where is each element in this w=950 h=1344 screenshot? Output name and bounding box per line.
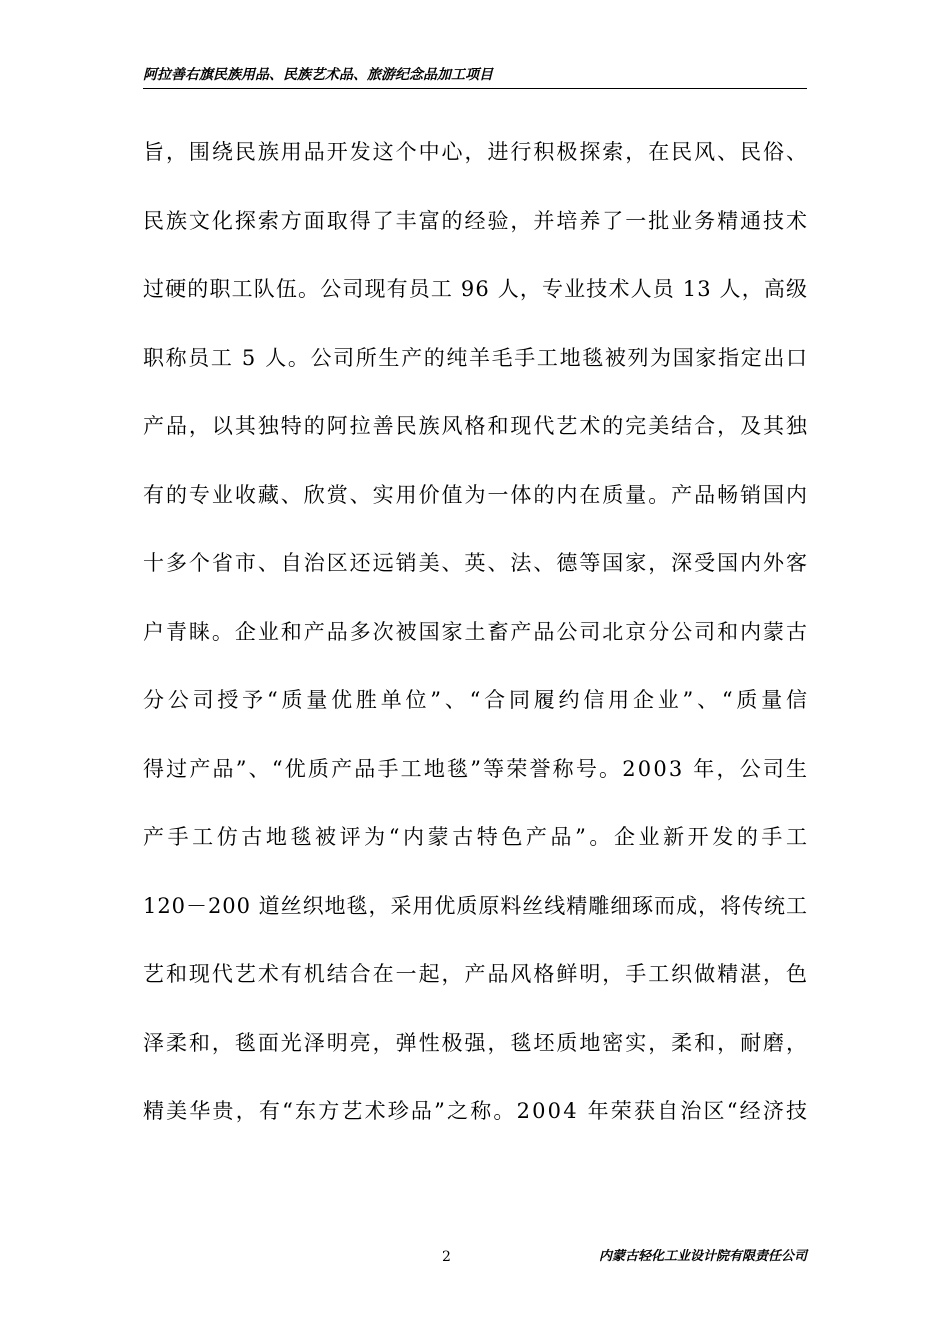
text-line: 产手工仿古地毯被评为“内蒙古特色产品”。企业新开发的手工 — [143, 825, 811, 849]
text-line: 十多个省市、自治区还远销美、英、法、德等国家，深受国内外客 — [143, 551, 809, 575]
body-text — [143, 132, 811, 1160]
text-line: 有的专业收藏、欣赏、实用价值为一体的内在质量。产品畅销国内 — [143, 482, 809, 507]
text-line: 艺和现代艺术有机结合在一起，产品风格鲜明，手工织做精湛，色 — [143, 962, 809, 986]
text-line: 泽柔和，毯面光泽明亮，弹性极强，毯坯质地密实，柔和，耐磨， — [143, 1030, 809, 1055]
text-line: 过硬的职工队伍。公司现有员工 96 人，专业技术人员 13 人，高级 — [143, 277, 809, 301]
text-line: 旨，围绕民族用品开发这个中心，进行积极探索，在民风、民俗、 — [143, 140, 809, 164]
text-line: 职称员工 5 人。公司所生产的纯羊毛手工地毯被列为国家指定出口 — [143, 345, 809, 370]
text-line: 精美华贵，有“东方艺术珍品”之称。2004 年荣获自治区“经济技 — [143, 1099, 810, 1123]
text-line: 户青睐。企业和产品多次被国家土畜产品公司北京分公司和内蒙古 — [143, 619, 809, 644]
header-title: 阿拉善右旗民族用品、民族艺术品、旅游纪念品加工项目 — [143, 67, 493, 83]
text-line: 120－200 道丝织地毯，采用优质原料丝线精雕细琢而成，将传统工 — [143, 893, 808, 918]
page-number: 2 — [442, 1249, 451, 1265]
text-line: 分公司授予“质量优胜单位”、“合同履约信用企业”、“质量信 — [143, 688, 811, 712]
text-line: 产品，以其独特的阿拉善民族风格和现代艺术的完美结合，及其独 — [143, 414, 809, 438]
text-line: 得过产品”、“优质产品手工地毯”等荣誉称号。2003 年，公司生 — [143, 756, 810, 781]
page-header — [143, 66, 807, 89]
text-line: 民族文化探索方面取得了丰富的经验，并培养了一批业务精通技术 — [143, 208, 809, 233]
footer-company: 内蒙古轻化工业设计院有限责任公司 — [598, 1249, 807, 1264]
